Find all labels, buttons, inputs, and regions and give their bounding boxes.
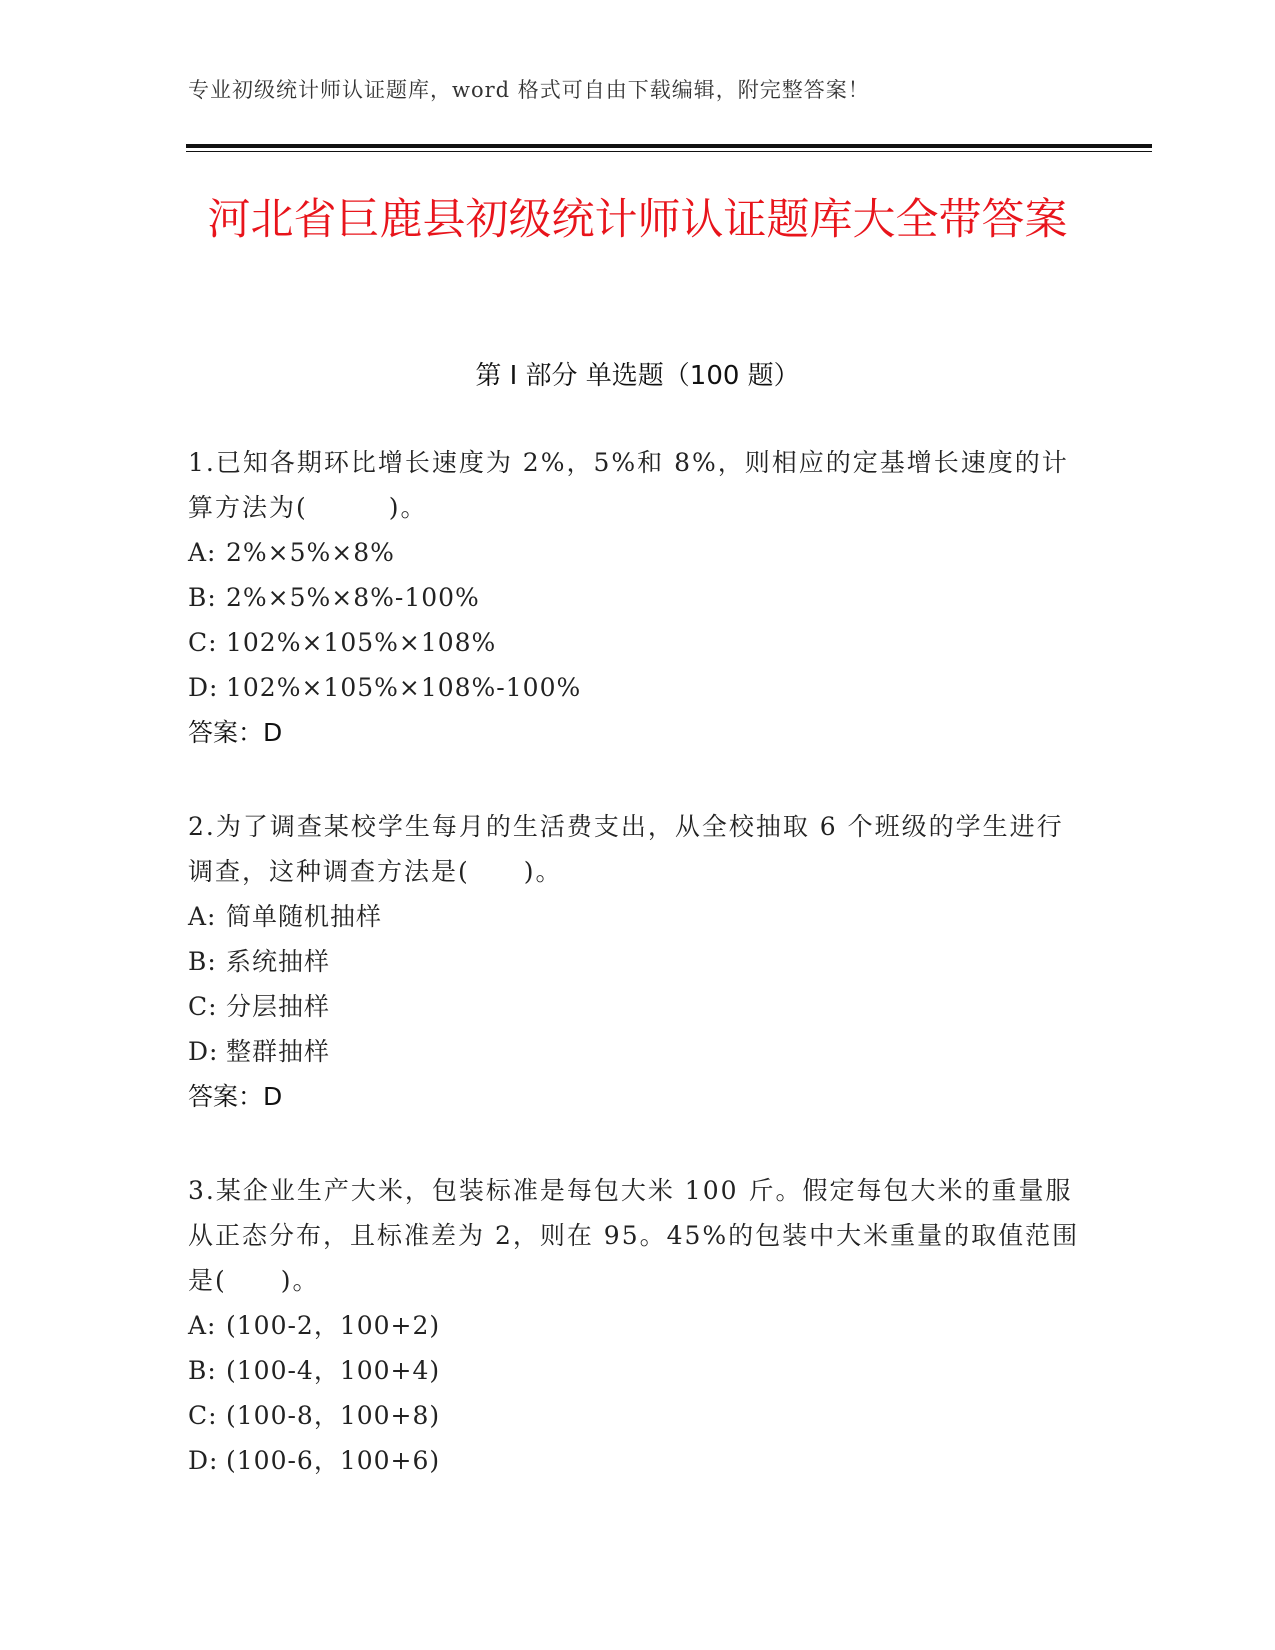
option-key: D: [188,1037,219,1066]
option-key: C: [188,992,218,1021]
option-c [188,1393,1088,1438]
header-rule-thick [186,144,1152,148]
option-text: (100-6，100+6) [226,1446,441,1475]
option-text: (100-8，100+8) [226,1401,441,1430]
option-text: 2%×5%×8%-100% [226,583,480,612]
option-key: B: [188,1356,217,1385]
question-stem: 2.为了调查某校学生每月的生活费支出，从全校抽取 6 个班级的学生进行调查，这种调查方法是( )。 [188,812,1064,886]
option-d [188,1029,1088,1074]
option-a [188,894,1088,939]
option-b [188,575,1088,620]
option-key: A: [188,902,217,931]
option-text: 分层抽样 [226,992,331,1021]
question-3 [188,1168,1088,1483]
option-key: D: [188,1446,219,1475]
header-note: 专业初级统计师认证题库，word 格式可自由下载编辑，附完整答案！ [188,78,870,102]
question-stem: 3.某企业生产大米，包装标准是每包大米 100 斤。假定每包大米的重量服从正态分布，且标准差为 2，则在 95。45%的包装中大米重量的取值范围是( )。 [188,1176,1080,1295]
option-text: 整群抽样 [226,1037,331,1066]
option-key: D: [188,673,219,702]
question-1 [188,440,1088,755]
option-d [188,665,1088,710]
option-key: B: [188,583,217,612]
option-text: (100-4，100+4) [226,1356,441,1385]
option-a [188,1303,1088,1348]
option-c [188,984,1088,1029]
question-stem: 1.已知各期环比增长速度为 2%，5%和 8%，则相应的定基增长速度的计算方法为( )。 [188,448,1069,522]
option-text: 102%×105%×108% [226,628,497,657]
option-key: A: [188,1311,217,1340]
option-key: B: [188,947,217,976]
option-text: 系统抽样 [226,947,331,976]
option-b [188,1348,1088,1393]
header-rule-thin [186,151,1152,152]
option-text: 2%×5%×8% [226,538,395,567]
option-text: 简单随机抽样 [226,902,383,931]
option-text: (100-2，100+2) [226,1311,441,1340]
option-key: C: [188,1401,218,1430]
option-text: 102%×105%×108%-100% [226,673,582,702]
answer: 答案：D [188,718,283,747]
answer: 答案：D [188,1082,283,1111]
option-key: A: [188,538,217,567]
document-title: 河北省巨鹿县初级统计师认证题库大全带答案 [207,195,1068,245]
option-c [188,620,1088,665]
question-2 [188,804,1088,1119]
option-b [188,939,1088,984]
section-heading: 第 I 部分 单选题（100 题） [475,361,800,391]
option-d [188,1438,1088,1483]
option-key: C: [188,628,218,657]
option-a [188,530,1088,575]
